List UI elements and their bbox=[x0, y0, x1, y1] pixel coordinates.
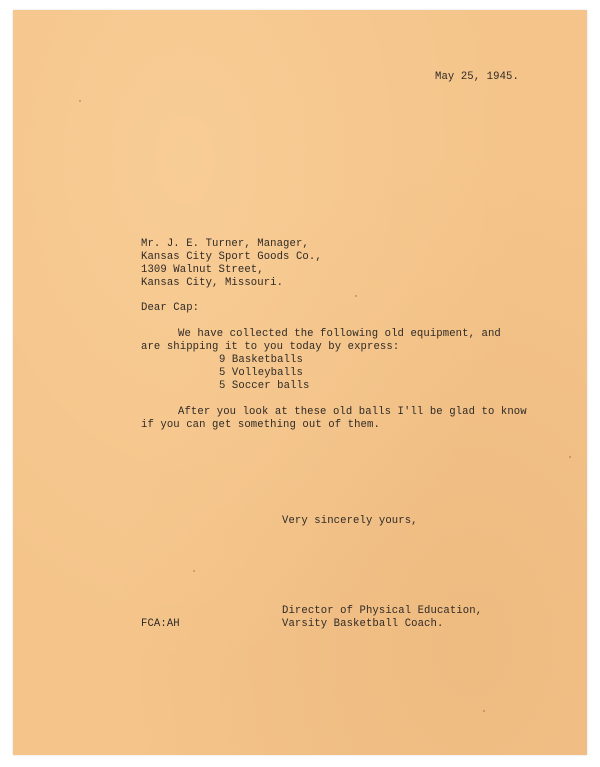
paper-speck bbox=[193, 570, 195, 572]
item-volleyballs: 5 Volleyballs bbox=[219, 367, 303, 379]
letter-page bbox=[13, 10, 587, 755]
recipient-city: Kansas City, Missouri. bbox=[141, 277, 284, 289]
signature-title-line-1: Director of Physical Education, bbox=[282, 605, 483, 617]
paper-speck bbox=[355, 295, 357, 297]
recipient-name: Mr. J. E. Turner, Manager, bbox=[141, 238, 309, 250]
item-basketballs: 9 Basketballs bbox=[219, 354, 303, 366]
paragraph-2-line-1: After you look at these old balls I'll be glad to know bbox=[178, 406, 527, 418]
item-soccer-balls: 5 Soccer balls bbox=[219, 380, 310, 392]
signature-title-line-2: Varsity Basketball Coach. bbox=[282, 618, 444, 630]
salutation: Dear Cap: bbox=[141, 302, 200, 314]
paper-speck bbox=[79, 100, 81, 102]
paragraph-1-line-2: are shipping it to you today by express: bbox=[141, 341, 400, 353]
recipient-company: Kansas City Sport Goods Co., bbox=[141, 251, 322, 263]
paragraph-1-line-1: We have collected the following old equipment, and bbox=[178, 328, 501, 340]
typist-initials: FCA:AH bbox=[141, 618, 180, 630]
closing: Very sincerely yours, bbox=[282, 515, 418, 527]
paper-speck bbox=[569, 456, 571, 458]
recipient-street: 1309 Walnut Street, bbox=[141, 264, 264, 276]
letter-date: May 25, 1945. bbox=[435, 71, 519, 83]
paragraph-2-line-2: if you can get something out of them. bbox=[141, 419, 380, 431]
paper-speck bbox=[483, 710, 485, 712]
